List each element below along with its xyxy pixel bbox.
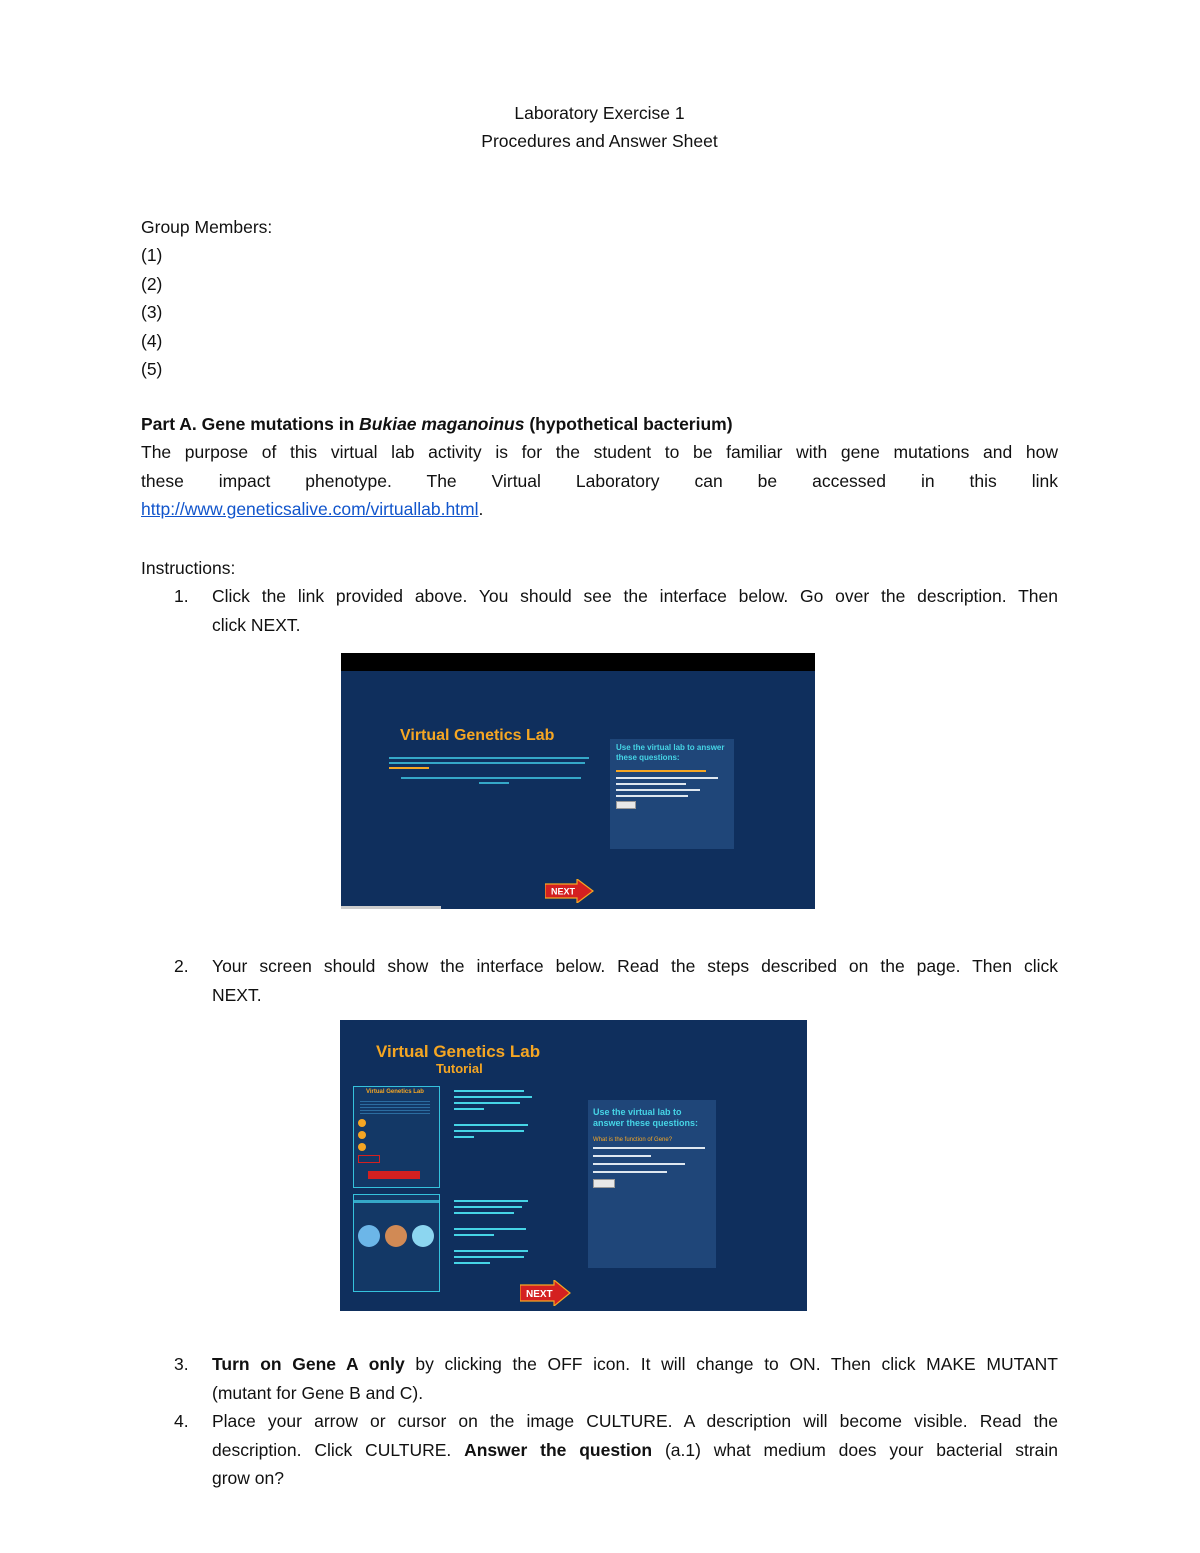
- step-line: click NEXT.: [212, 614, 301, 635]
- mini-title: Virtual Genetics Lab: [366, 1089, 424, 1095]
- step-bold-text: Turn on Gene A only: [212, 1354, 405, 1374]
- group-members-label: Group Members:: [141, 217, 273, 237]
- species-name: Bukiae maganoinus: [359, 414, 525, 434]
- step-bold-text: Answer the question: [464, 1439, 653, 1460]
- lab-title: Virtual Genetics Lab: [400, 727, 555, 744]
- purpose-line: these impact phenotype. The Virtual Laboratory can be accessed in this link: [141, 470, 1058, 491]
- status-strip: [341, 906, 441, 909]
- step-text: [212, 582, 1058, 639]
- intro-text-block: [389, 757, 599, 784]
- step-number: 1.: [174, 586, 189, 606]
- member-slot: (1): [141, 245, 163, 265]
- link-trailing: .: [478, 499, 484, 519]
- step-line: [212, 1350, 1058, 1379]
- part-a-heading-prefix: Part A. Gene mutations in: [141, 414, 360, 434]
- step-pre-text: description. Click CULTURE.: [212, 1439, 465, 1460]
- document-title: Laboratory Exercise 1: [514, 103, 685, 123]
- next-button[interactable]: [520, 1280, 572, 1306]
- question-text: What is the function of Gene?: [593, 1137, 673, 1143]
- tutorial-mini-screen-1: [353, 1086, 440, 1188]
- purpose-line: The purpose of this virtual lab activity is for the student to be familiar with gene mutations and how: [141, 442, 1058, 462]
- virtual-lab-screenshot-1: [341, 653, 815, 909]
- questions-heading: Use the virtual lab to answer these questions:: [616, 743, 725, 762]
- browser-top-bar: [341, 653, 815, 671]
- submit-button[interactable]: [593, 1179, 615, 1188]
- document-subtitle: Procedures and Answer Sheet: [481, 131, 718, 151]
- lab-title: Virtual Genetics Lab: [376, 1042, 541, 1061]
- step-post-text: (a.1) what medium does your bacterial strain: [652, 1439, 1059, 1460]
- tutorial-steps-bottom: [454, 1200, 534, 1264]
- member-slot: (3): [141, 302, 163, 322]
- step-line: Your screen should show the interface below. Read the steps described on the page. Then click: [212, 956, 1058, 976]
- step-line: NEXT.: [212, 984, 262, 1005]
- tutorial-steps-top: [454, 1090, 534, 1138]
- next-button[interactable]: [545, 879, 595, 903]
- step-line: [212, 1436, 1058, 1465]
- step-text: [212, 952, 1058, 1009]
- step-line: Click the link provided above. You should see the interface below. Go over the description. Then: [212, 586, 1058, 606]
- next-label: NEXT: [526, 1289, 553, 1300]
- step-line: grow on?: [212, 1468, 284, 1488]
- next-label: NEXT: [551, 886, 576, 897]
- member-slot: (4): [141, 330, 163, 351]
- purpose-link-line: [141, 495, 1058, 524]
- step-text: [212, 1407, 1058, 1493]
- tutorial-mini-screen-2: [353, 1194, 440, 1292]
- virtual-lab-link[interactable]: http://www.geneticsalive.com/virtuallab.html: [141, 499, 479, 519]
- submit-button[interactable]: [616, 801, 636, 809]
- purpose-paragraph: [141, 438, 1058, 524]
- step-line: Place your arrow or cursor on the image CULTURE. A description will become visible. Read the: [212, 1411, 1058, 1431]
- lab-subtitle: Tutorial: [436, 1061, 483, 1076]
- member-slot: (2): [141, 273, 163, 294]
- part-a-heading: [141, 410, 1058, 439]
- step-number: 3.: [174, 1354, 189, 1374]
- part-a-heading-suffix: (hypothetical bacterium): [524, 414, 733, 434]
- instructions-label: Instructions:: [141, 558, 236, 578]
- virtual-lab-screenshot-2: [340, 1020, 807, 1311]
- step-number: 4.: [174, 1411, 189, 1431]
- questions-panel: [610, 739, 734, 849]
- step-number: 2.: [174, 956, 189, 976]
- step-text: [212, 1350, 1058, 1407]
- step-line: (mutant for Gene B and C).: [212, 1382, 424, 1403]
- step-rest-text: by clicking the OFF icon. It will change to ON. Then click MAKE MUTANT: [404, 1354, 1058, 1374]
- questions-panel: [588, 1100, 716, 1268]
- questions-heading: Use the virtual lab to answer these questions:: [593, 1107, 699, 1128]
- member-slot: (5): [141, 359, 163, 379]
- group-members-list: [141, 241, 162, 384]
